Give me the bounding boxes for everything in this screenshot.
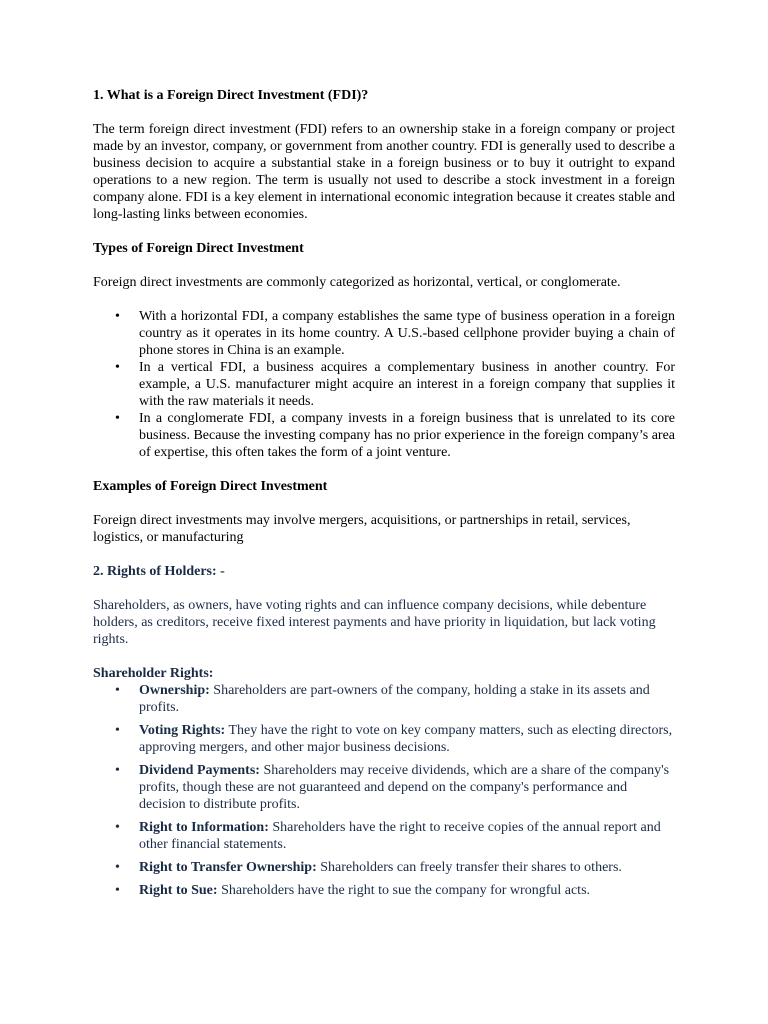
right-term: Right to Sue:	[139, 883, 218, 898]
shareholder-rights-heading: Shareholder Rights:	[93, 666, 214, 681]
list-item	[93, 819, 675, 853]
list-item	[93, 882, 675, 899]
section-1-heading: 1. What is a Foreign Direct Investment (FDI)?	[93, 88, 369, 103]
right-term: Right to Information:	[139, 820, 269, 835]
section-2-heading: 2. Rights of Holders: -	[93, 564, 225, 579]
right-description: Shareholders can freely transfer their shares to others.	[316, 860, 622, 875]
examples-heading: Examples of Foreign Direct Investment	[93, 479, 328, 494]
shareholder-rights-list	[93, 682, 675, 899]
fdi-types-list	[93, 308, 675, 461]
list-item	[93, 859, 675, 876]
types-intro-paragraph: Foreign direct investments are commonly categorized as horizontal, vertical, or conglomerate.	[93, 275, 621, 290]
rights-intro-paragraph: Shareholders, as owners, have voting rights and can influence company decisions, while debenture holders, as creditors, receive fixed interest payments and have priority in liquidation, but lack voting rights.	[93, 598, 656, 647]
examples-paragraph: Foreign direct investments may involve mergers, acquisitions, or partnerships in retail, services, logistics, or manufacturing	[93, 513, 631, 545]
list-item	[93, 308, 675, 359]
bullet-icon: •	[115, 360, 120, 375]
right-term: Dividend Payments:	[139, 763, 260, 778]
right-term: Ownership:	[139, 683, 210, 698]
list-item	[93, 722, 675, 756]
types-heading: Types of Foreign Direct Investment	[93, 241, 304, 256]
right-description: Shareholders have the right to sue the company for wrongful acts.	[217, 883, 591, 898]
right-description: Shareholders are part-owners of the company, holding a stake in its assets and profits.	[139, 683, 650, 715]
list-item	[93, 359, 675, 410]
list-item	[93, 762, 675, 813]
bullet-icon: •	[115, 820, 120, 835]
right-term: Voting Rights:	[139, 723, 226, 738]
list-item-text: In a vertical FDI, a business acquires a complementary business in another country. For example, a U.S. manufacturer might acquire an interest in a foreign company that supplies it with the raw materials it needs.	[139, 360, 675, 409]
bullet-icon: •	[115, 883, 120, 898]
fdi-definition-paragraph: The term foreign direct investment (FDI) refers to an ownership stake in a foreign company or project made by an investor, company, or government from another country. FDI is generally used to describe a business decision to acquire a substantial stake in a foreign business or to buy it outright to expand operations to a new region. The term is usually not used to describe a stock investment in a foreign company alone. FDI is a key element in international economic integration because it creates stable and long-lasting links between economies.	[93, 122, 675, 222]
list-item-text: With a horizontal FDI, a company establishes the same type of business operation in a foreign country as it operates in its home country. A U.S.-based cellphone provider buying a chain of phone stores in China is an example.	[139, 309, 675, 358]
list-item	[93, 410, 675, 461]
right-term: Right to Transfer Ownership:	[139, 860, 317, 875]
bullet-icon: •	[115, 309, 120, 324]
bullet-icon: •	[115, 763, 120, 778]
list-item-text: In a conglomerate FDI, a company invests in a foreign business that is unrelated to its core business. Because the investing company has no prior experience in the foreign company’s area of expertise, this often takes the form of a joint venture.	[139, 411, 675, 460]
document-page	[93, 87, 675, 905]
bullet-icon: •	[115, 723, 120, 738]
bullet-icon: •	[115, 860, 120, 875]
bullet-icon: •	[115, 411, 120, 426]
list-item	[93, 682, 675, 716]
right-description: Shareholders may receive dividends, which are a share of the company's profits, though these are not guaranteed and depend on the company's performance and decision to distribute profits.	[139, 763, 670, 812]
bullet-icon: •	[115, 683, 120, 698]
right-description: Shareholders have the right to receive copies of the annual report and other financial statements.	[139, 820, 661, 852]
right-description: They have the right to vote on key company matters, such as electing directors, approving mergers, and other major business decisions.	[139, 723, 673, 755]
